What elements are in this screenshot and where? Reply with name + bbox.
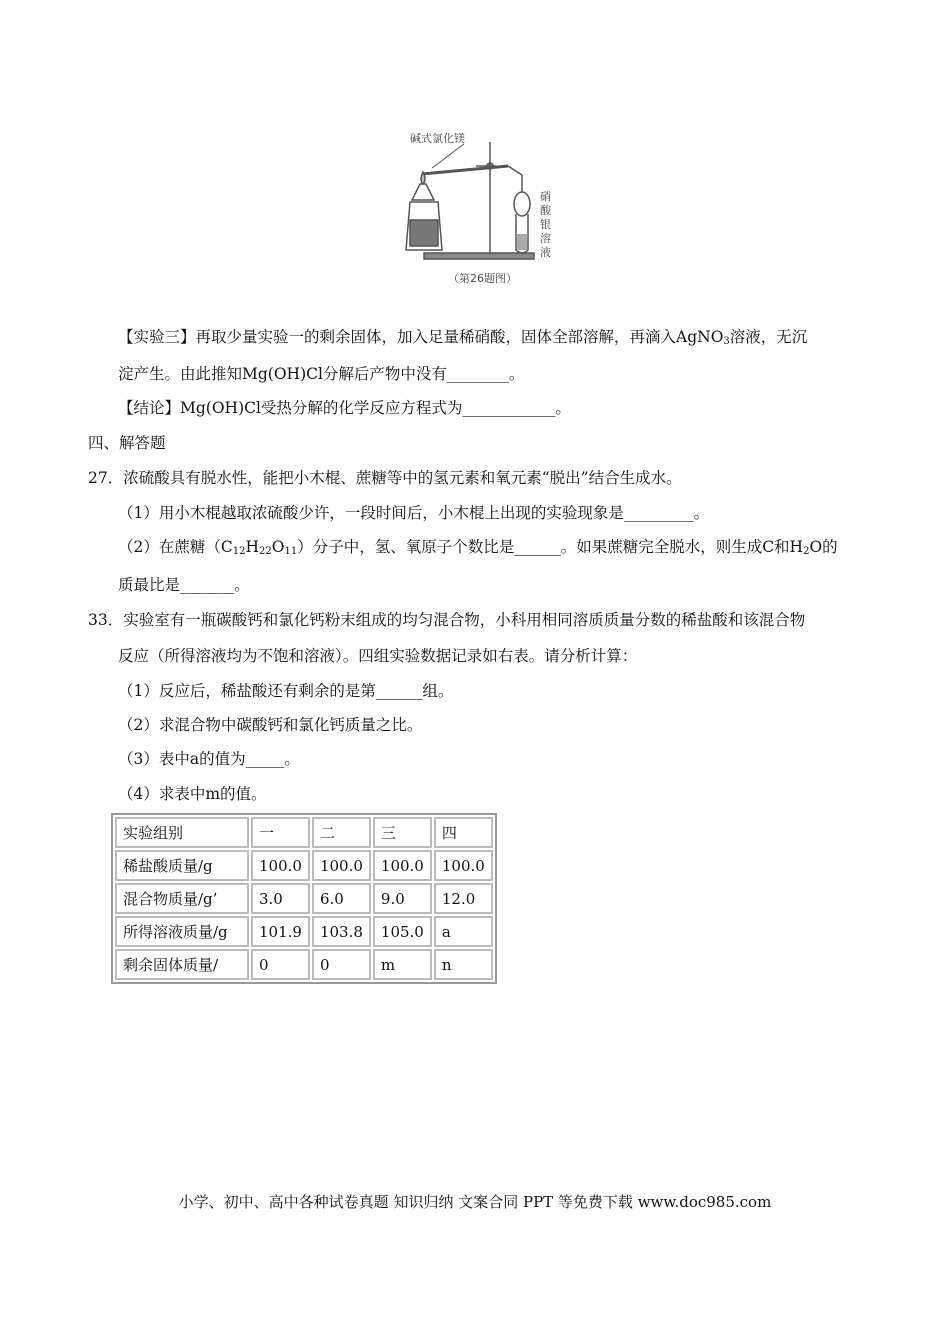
q27-part-2-line-2: 质最比是_______。: [118, 576, 250, 594]
table-header-cell: 三: [373, 817, 432, 848]
table-cell: 100.0: [373, 850, 432, 881]
table-cell: 所得溶液质量/g: [115, 916, 249, 947]
table-cell: 105.0: [373, 916, 432, 947]
page-footer: 小学、初中、高中各种试卷真题 知识归纳 文案合同 PPT 等免费下载 www.doc985.com: [178, 1193, 772, 1211]
table-cell: 0: [251, 949, 310, 980]
table-cell: 100.0: [434, 850, 493, 881]
table-header-cell: 四: [434, 817, 493, 848]
table-row: [115, 850, 493, 881]
experiment-data-table: [111, 813, 497, 984]
exp3-text-b: 溶液，无沉: [729, 328, 808, 346]
q27-p2-sub-1: 12: [232, 546, 246, 557]
figure-caption: （第26题图）: [448, 272, 517, 285]
q33-part-1: （1）反应后，稀盐酸还有剩余的是第______组。: [118, 682, 454, 700]
table-row: [115, 916, 493, 947]
table-cell: 12.0: [434, 883, 493, 914]
figure-label-side-2: 酸: [540, 204, 551, 217]
q27-p2-sub-2: 22: [259, 546, 272, 557]
q27-p2-d: ）分子中，氢、氧原子个数比是______。如果蔗糖完全脱水，则生成C和H: [297, 538, 804, 556]
q27-p2-sub-4: 2: [803, 546, 810, 557]
q27-part-1: （1）用小木棍越取浓硫酸少许，一段时间后，小木棍上出现的实验现象是_________。: [118, 504, 710, 522]
exp3-text-a: 【实验三】再取少量实验一的剩余固体，加入足量稀硝酸，固体全部溶解，再滴入: [118, 328, 677, 346]
table-cell: 剩余固体质量/: [115, 949, 249, 980]
table-header-cell: 一: [251, 817, 310, 848]
table-cell: 6.0: [312, 883, 371, 914]
table-header-cell: 实验组别: [115, 817, 249, 848]
table-row: [115, 883, 493, 914]
q33-part-3: （3）表中a的值为_____。: [118, 750, 300, 768]
table-cell: a: [434, 916, 493, 947]
table-cell: 混合物质量/g’: [115, 883, 249, 914]
exp3-formula: AgNO: [676, 328, 724, 346]
q27-p2-c: O: [271, 538, 285, 556]
q27-p2-a: （2）在蔗糖（C: [118, 538, 233, 556]
experiment-3-line-1: [118, 327, 807, 352]
table-cell: m: [373, 949, 432, 980]
q33-part-4: （4）求表中m的值。: [118, 785, 267, 803]
q33-stem-line-2: 反应（所得溶液均为不饱和溶液）。四组实验数据记录如右表。请分析计算：: [118, 647, 638, 665]
q33-stem-line-1: 33．实验室有一瓶碳酸钙和氯化钙粉末组成的均匀混合物，小科用相同溶质质量分数的稀盐酸和该混合物: [88, 611, 806, 629]
figure-label-side-5: 液: [540, 246, 551, 259]
figure-label-reactant: 碱式氯化镁: [410, 132, 465, 145]
experiment-3-line-2: 淀产生。由此推知Mg(OH)Cl分解后产物中没有________。: [118, 365, 525, 383]
table-cell: 3.0: [251, 883, 310, 914]
figure-label-side-3: 银: [540, 218, 551, 231]
exp3-formula-sub: 3: [723, 336, 730, 347]
q27-stem: 27．浓硫酸具有脱水性，能把小木棍、蔗糖等中的氢元素和氧元素“脱出”结合生成水。: [88, 469, 682, 487]
q27-p2-sub-3: 11: [284, 546, 298, 557]
table-cell: 100.0: [312, 850, 371, 881]
conclusion-line: 【结论】Mg(OH)Cl受热分解的化学反应方程式为____________。: [118, 399, 571, 417]
q33-part-2: （2）求混合物中碳酸钙和氯化钙质量之比。: [118, 716, 423, 734]
table-cell: 103.8: [312, 916, 371, 947]
section-heading: 四、解答题: [88, 434, 166, 452]
q27-p2-e: O的: [809, 538, 838, 556]
table-cell: 稀盐酸质量/g: [115, 850, 249, 881]
table-cell: 0: [312, 949, 371, 980]
table-cell: n: [434, 949, 493, 980]
table-cell: 101.9: [251, 916, 310, 947]
q27-part-2-line-1: [118, 537, 838, 562]
table-header-row: [115, 817, 493, 848]
apparatus-figure: [404, 122, 574, 290]
table-row: [115, 949, 493, 980]
figure-label-side-4: 溶: [540, 232, 551, 245]
table-cell: 9.0: [373, 883, 432, 914]
q27-p2-b: H: [245, 538, 259, 556]
table-header-cell: 二: [312, 817, 371, 848]
table-cell: 100.0: [251, 850, 310, 881]
figure-label-side-1: 硝: [540, 190, 551, 203]
